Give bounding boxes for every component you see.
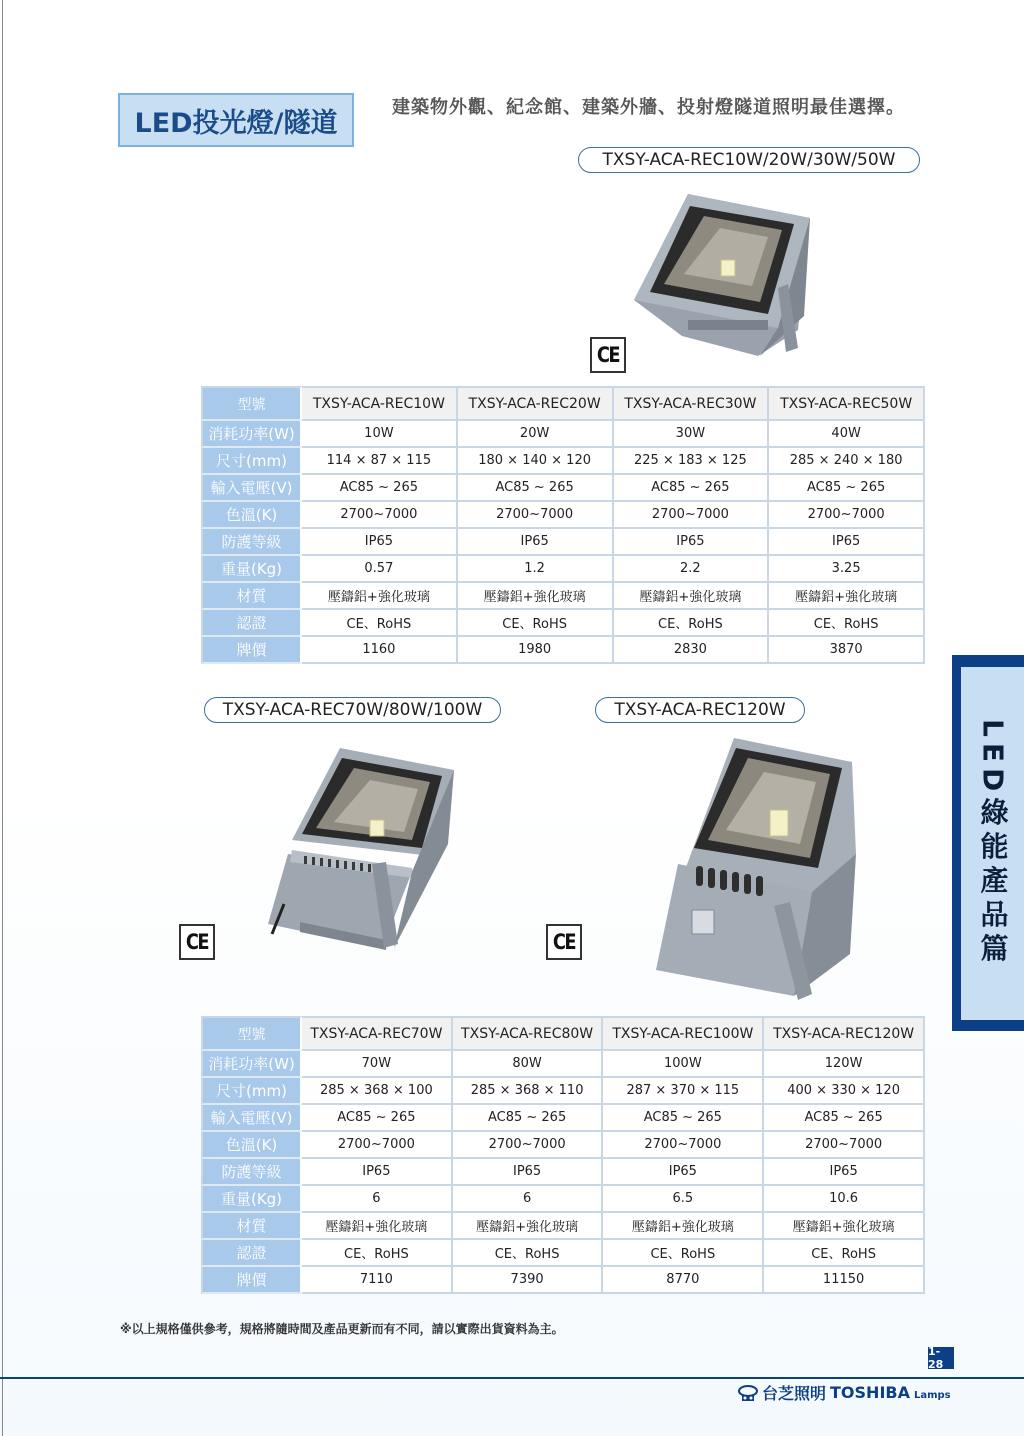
row-label-size: 尺寸(mm)	[201, 448, 302, 475]
spec-row-weight	[201, 556, 925, 583]
cell-price: 11150	[764, 1267, 925, 1294]
page-number: 1-28	[928, 1347, 954, 1369]
cell-price: 7390	[453, 1267, 604, 1294]
cell-power: 80W	[453, 1051, 604, 1078]
cell-voltage: AC85 ~ 265	[764, 1105, 925, 1132]
spec-row-material	[201, 583, 925, 610]
cell-material: 壓鑄鋁+強化玻璃	[302, 1213, 453, 1240]
cell-power: 20W	[458, 421, 614, 448]
cell-voltage: AC85 ~ 265	[458, 475, 614, 502]
footer-rule	[0, 1377, 1024, 1379]
cell-voltage: AC85 ~ 265	[603, 1105, 764, 1132]
row-label-model: 型號	[201, 386, 302, 421]
brand-name-sub: Lamps	[913, 1389, 951, 1401]
row-label-weight: 重量(Kg)	[201, 556, 302, 583]
cell-price: 1160	[302, 637, 458, 664]
brand-name-zh: 台芝照明	[762, 1384, 827, 1403]
floodlight-large-image	[652, 734, 860, 1006]
cell-weight: 6.5	[603, 1186, 764, 1213]
spec-row-material	[201, 1213, 925, 1240]
cell-certification: CE、RoHS	[458, 610, 614, 637]
cell-ip-rating: IP65	[614, 529, 770, 556]
cell-size: 180 × 140 × 120	[458, 448, 614, 475]
cell-voltage: AC85 ~ 265	[453, 1105, 604, 1132]
cell-material: 壓鑄鋁+強化玻璃	[769, 583, 925, 610]
cell-power: 100W	[603, 1051, 764, 1078]
cell-price: 3870	[769, 637, 925, 664]
spec-row-size	[201, 1078, 925, 1105]
spec-row-voltage	[201, 475, 925, 502]
cell-price: 8770	[603, 1267, 764, 1294]
footnote: ※以上規格僅供參考，規格將隨時間及產品更新而有不同，請以實際出貨資料為主。	[120, 1322, 564, 1336]
tagline: 建築物外觀、紀念館、建築外牆、投射燈隧道照明最佳選擇。	[392, 97, 905, 118]
spec-row-power	[201, 421, 925, 448]
cell-certification: CE、RoHS	[302, 1240, 453, 1267]
cell-ip-rating: IP65	[453, 1159, 604, 1186]
spec-table-1	[201, 386, 925, 664]
cell-ip-rating: IP65	[302, 1159, 453, 1186]
spec-row-weight	[201, 1186, 925, 1213]
cell-model: TXSY-ACA-REC100W	[603, 1016, 764, 1051]
brand-name-en: TOSHIBA	[830, 1383, 910, 1402]
cell-certification: CE、RoHS	[453, 1240, 604, 1267]
cell-price: 7110	[302, 1267, 453, 1294]
cell-color-temp: 2700~7000	[302, 502, 458, 529]
cell-size: 285 × 368 × 110	[453, 1078, 604, 1105]
row-label-color-temp: 色溫(K)	[201, 1132, 302, 1159]
row-label-ip-rating: 防護等級	[201, 1159, 302, 1186]
cell-size: 285 × 368 × 100	[302, 1078, 453, 1105]
cell-color-temp: 2700~7000	[458, 502, 614, 529]
cell-certification: CE、RoHS	[769, 610, 925, 637]
cell-power: 30W	[614, 421, 770, 448]
row-label-power: 消耗功率(W)	[201, 421, 302, 448]
spec-row-voltage	[201, 1105, 925, 1132]
cell-model: TXSY-ACA-REC50W	[769, 386, 925, 421]
cell-voltage: AC85 ~ 265	[769, 475, 925, 502]
cell-ip-rating: IP65	[302, 529, 458, 556]
row-label-model: 型號	[201, 1016, 302, 1051]
series2-title: TXSY-ACA-REC70W/80W/100W	[204, 697, 501, 723]
brand-logo	[738, 1381, 951, 1404]
row-label-price: 牌價	[201, 637, 302, 664]
cell-material: 壓鑄鋁+強化玻璃	[453, 1213, 604, 1240]
brand-mark-icon	[738, 1384, 758, 1402]
cell-power: 70W	[302, 1051, 453, 1078]
row-label-price: 牌價	[201, 1267, 302, 1294]
row-label-power: 消耗功率(W)	[201, 1051, 302, 1078]
cell-size: 400 × 330 × 120	[764, 1078, 925, 1105]
spec-row-size	[201, 448, 925, 475]
category-title: LED投光燈/隧道	[118, 93, 354, 147]
cell-model: TXSY-ACA-REC10W	[302, 386, 458, 421]
spec-row-ip-rating	[201, 1159, 925, 1186]
cell-voltage: AC85 ~ 265	[302, 1105, 453, 1132]
row-label-voltage: 輸入電壓(V)	[201, 1105, 302, 1132]
cell-model: TXSY-ACA-REC70W	[302, 1016, 453, 1051]
cell-size: 225 × 183 × 125	[614, 448, 770, 475]
cell-color-temp: 2700~7000	[614, 502, 770, 529]
spec-row-price	[201, 1267, 925, 1294]
cell-size: 287 × 370 × 115	[603, 1078, 764, 1105]
cell-model: TXSY-ACA-REC120W	[764, 1016, 925, 1051]
cell-ip-rating: IP65	[603, 1159, 764, 1186]
spec-row-color-temp	[201, 502, 925, 529]
cell-certification: CE、RoHS	[614, 610, 770, 637]
cell-power: 10W	[302, 421, 458, 448]
cell-material: 壓鑄鋁+強化玻璃	[603, 1213, 764, 1240]
cell-model: TXSY-ACA-REC80W	[453, 1016, 604, 1051]
spec-table-2	[201, 1016, 925, 1294]
row-label-ip-rating: 防護等級	[201, 529, 302, 556]
cell-certification: CE、RoHS	[302, 610, 458, 637]
row-label-material: 材質	[201, 1213, 302, 1240]
row-label-certification: 認證	[201, 1240, 302, 1267]
cell-power: 120W	[764, 1051, 925, 1078]
series1-title: TXSY-ACA-REC10W/20W/30W/50W	[578, 147, 920, 173]
spec-row-model	[201, 1016, 925, 1051]
cell-material: 壓鑄鋁+強化玻璃	[614, 583, 770, 610]
cell-size: 285 × 240 × 180	[769, 448, 925, 475]
cell-size: 114 × 87 × 115	[302, 448, 458, 475]
cell-color-temp: 2700~7000	[764, 1132, 925, 1159]
series3-title: TXSY-ACA-REC120W	[595, 697, 805, 723]
ce-mark-3: CE	[546, 924, 582, 960]
cell-color-temp: 2700~7000	[302, 1132, 453, 1159]
floodlight-medium-image	[262, 744, 458, 966]
cell-weight: 2.2	[614, 556, 770, 583]
cell-voltage: AC85 ~ 265	[302, 475, 458, 502]
cell-weight: 10.6	[764, 1186, 925, 1213]
cell-material: 壓鑄鋁+強化玻璃	[302, 583, 458, 610]
cell-material: 壓鑄鋁+強化玻璃	[764, 1213, 925, 1240]
spec-row-certification	[201, 610, 925, 637]
cell-ip-rating: IP65	[458, 529, 614, 556]
section-side-tab-inner	[961, 667, 1024, 1020]
cell-weight: 6	[453, 1186, 604, 1213]
row-label-color-temp: 色溫(K)	[201, 502, 302, 529]
row-label-size: 尺寸(mm)	[201, 1078, 302, 1105]
spec-row-certification	[201, 1240, 925, 1267]
row-label-voltage: 輸入電壓(V)	[201, 475, 302, 502]
cell-certification: CE、RoHS	[764, 1240, 925, 1267]
spec-row-price	[201, 637, 925, 664]
cell-weight: 3.25	[769, 556, 925, 583]
cell-certification: CE、RoHS	[603, 1240, 764, 1267]
floodlight-small-image	[628, 188, 814, 360]
cell-ip-rating: IP65	[764, 1159, 925, 1186]
ce-mark-1: CE	[590, 337, 626, 373]
ce-mark-2: CE	[179, 924, 215, 960]
cell-model: TXSY-ACA-REC30W	[614, 386, 770, 421]
cell-material: 壓鑄鋁+強化玻璃	[458, 583, 614, 610]
cell-price: 2830	[614, 637, 770, 664]
cell-ip-rating: IP65	[769, 529, 925, 556]
cell-weight: 0.57	[302, 556, 458, 583]
row-label-certification: 認證	[201, 610, 302, 637]
spec-row-color-temp	[201, 1132, 925, 1159]
cell-price: 1980	[458, 637, 614, 664]
spec-row-model	[201, 386, 925, 421]
cell-model: TXSY-ACA-REC20W	[458, 386, 614, 421]
cell-color-temp: 2700~7000	[769, 502, 925, 529]
cell-weight: 1.2	[458, 556, 614, 583]
spec-row-power	[201, 1051, 925, 1078]
section-side-tab-label: LED綠能產品篇	[976, 719, 1010, 968]
cell-power: 40W	[769, 421, 925, 448]
cell-color-temp: 2700~7000	[453, 1132, 604, 1159]
cell-voltage: AC85 ~ 265	[614, 475, 770, 502]
spec-row-ip-rating	[201, 529, 925, 556]
cell-weight: 6	[302, 1186, 453, 1213]
row-label-material: 材質	[201, 583, 302, 610]
cell-color-temp: 2700~7000	[603, 1132, 764, 1159]
row-label-weight: 重量(Kg)	[201, 1186, 302, 1213]
page-border	[2, 0, 3, 1436]
